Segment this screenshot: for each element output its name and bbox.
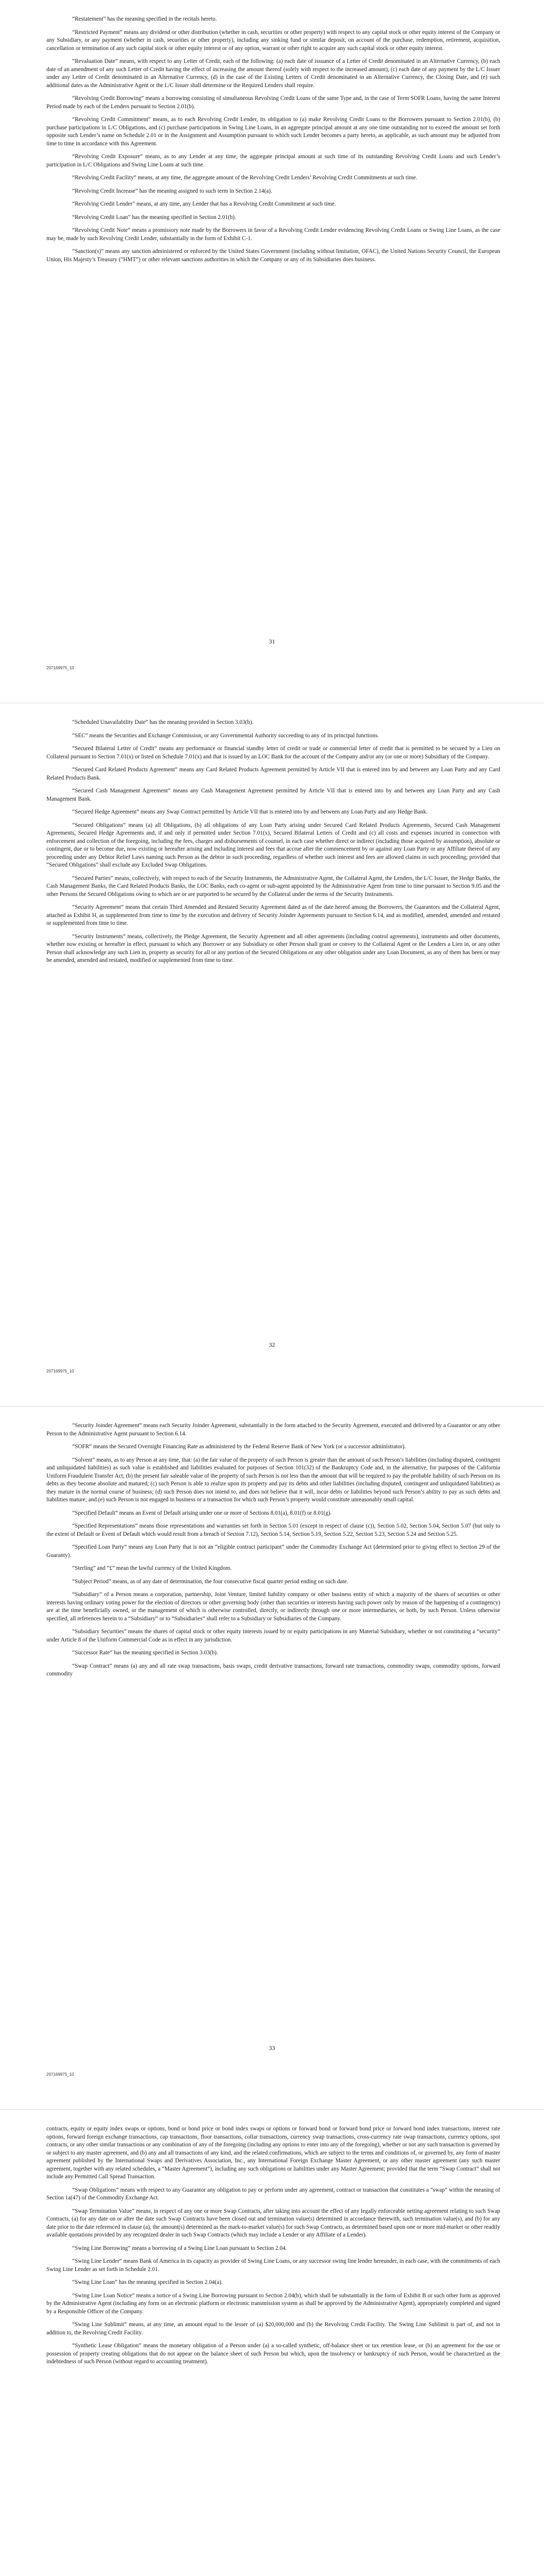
definition-paragraph: “Solvent” means, as to any Person at any time, that: (a) the fair value of the property of such Person is greater than the amount of such Person’s liabilities (including disputed, contingent and unliquidated liabilities) as such value is established and liabilities evaluated for purposes of Section 101(32) of the Bankruptcy Code and, in the alternative, for purposes of the California Uniform Fraudulent Transfer Act; (b) the present fair saleable value of the property of such Person is not less than the amount that will be required to pay the probable liability of such Person on its debts as they become absolute and matured; (c) such Person is able to realize upon its property and pay its debts and other liabilities (including disputed, contingent and unliquidated liabilities) as they mature in the normal course of business; (d) such Person does not intend to, and does not believe that it will, incur debts or liabilities beyond such Person’s ability to pay as such debts and liabilities mature; and (e) such Person is not engaged in business or a transaction for which such Person’s property would constitute unreasonably small capital.	[46, 1456, 500, 1503]
definition-paragraph: “Secured Hedge Agreement” means any Swap Contract permitted by Article VII that is entered into by and between any Loan Party and any Hedge Bank.	[72, 809, 428, 815]
definition-paragraph: “Revaluation Date” means, with respect to any Letter of Credit, each of the following: (a) each date of issuance of a Letter of Credit denominated in an Alternative Currency, (b) each date of an amendment of any such Letter of Credit having the effect of increasing the amount thereof (solely with respect to the increased amount), (c) each date of any payment by the L/C Issuer under any Letter of Credit denominated in an Alternative Currency, (d) in the case of the Existing Letters of Credit denominated in an Alternative Currency, the Closing Date, and (e) such additional dates as the Administrative Agent or the L/C Issuer shall determine or the Required Lenders shall require.	[46, 58, 500, 89]
definition-paragraph: “Revolving Credit Note” means a promissory note made by the Borrowers in favor of a Revolving Credit Lender evidencing Revolving Credit Loans or Swing Line Loans, as the case may be, made by such Revolving Credit Lender, substantially in the form of Exhibit C-1.	[46, 227, 500, 242]
definition-paragraph: “Swing Line Loan Notice” means a notice of a Swing Line Borrowing pursuant to Section 2.04(b), which shall be substantially in the form of Exhibit B or such other form as approved by the Administrative Agent (including any form on an electronic platform or electronic transmission system as shall be approved by the Administrative Agent), appropriately completed and signed by a Responsible Officer of the Company.	[46, 2292, 500, 2315]
definition-paragraph: “Revolving Credit Borrowing” means a borrowing consisting of simultaneous Revolving Credit Loans of the same Type and, in the case of Term SOFR Loans, having the same Interest Period made by each of the Lenders pursuant to Section 2.01(b).	[46, 95, 500, 110]
definition-paragraph: “Secured Card Related Products Agreement” means any Card Related Products Agreement permitted by Article VII that is entered into by and between any Loan Party and any Card Related Products Bank.	[46, 767, 500, 781]
definition-paragraph: “Successor Rate” has the meaning specified in Section 3.03(b).	[72, 1650, 218, 1656]
definition-paragraph: “Specified Representations” means those representations and warranties set forth in Section 5.01 (except in respect of clause (c)), Section 5.02, Section 5.04, Section 5.07 (but only to the extent of Default or Event of Default which would result from a breach of Section 7.12), Section 5.14, Section 5.19, Section 5.22, Section 5.23, Section 5.24 and Section 5.25.	[46, 1523, 500, 1537]
document-page	[0, 2110, 544, 2576]
definition-paragraph: “Revolving Credit Facility” means, at any time, the aggregate amount of the Revolving Credit Lenders’ Revolving Credit Commitments at such time.	[72, 175, 418, 181]
definition-paragraph: “Specified Loan Party” means any Loan Party that is not an “eligible contract participant” under the Commodity Exchange Act (determined prior to giving effect to Section 29 of the Guaranty).	[46, 1544, 500, 1558]
definition-paragraph: “Sterling” and “£” mean the lawful currency of the United Kingdom.	[72, 1565, 232, 1571]
definition-paragraph: “Swing Line Loan” has the meaning specified in Section 2.04(a).	[72, 2279, 223, 2285]
definition-paragraph: “Revolving Credit Increase” has the meaning assigned to such term in Section 2.14(a).	[72, 188, 272, 194]
definition-paragraph: “Secured Parties” means, collectively, with respect to each of the Security Instruments, the Administrative Agent, the Collateral Agent, the Lenders, the L/C Issuer, the Hedge Banks, the Cash Management Banks, the Card Related Products Banks, the LOC Banks, each co-agent or sub-agent appointed by the Administrative Agent from time to time pursuant to Section 9.05 and the other Persons the Secured Obligations owing to which are or are purported to be secured by the Collateral under the terms of the Security Instruments.	[46, 875, 500, 897]
page-number: 33	[269, 2044, 275, 2052]
definition-paragraph: “Swing Line Sublimit” means, at any time, an amount equal to the lesser of (a) $20,000,000 and (b) the Revolving Credit Facility. The Swing Line Sublimit is part of, and not in addition to, the Revolving Credit Facility.	[46, 2321, 500, 2336]
page-body	[46, 2125, 500, 2371]
definition-paragraph: “Restricted Payment” means any dividend or other distribution (whether in cash, securities or other property) with respect to any capital stock or other equity interest of the Company or any Subsidiary, or any payment (whether in cash, securities or other property), including any sinking fund or similar deposit, on account of the purchase, redemption, retirement, acquisition, cancellation or termination of any such capital stock or other equity interest or of any option, warrant or other right to acquire any such capital stock or other equity interest.	[46, 29, 500, 52]
page-body	[46, 719, 500, 970]
page-number: 31	[269, 638, 275, 645]
document-page	[0, 703, 544, 1406]
definition-paragraph: “Scheduled Unavailability Date” has the meaning provided in Section 3.03(b).	[72, 719, 254, 725]
document-id: 207169975_10	[46, 2072, 74, 2077]
definition-paragraph: “Security Instruments” means, collectively, the Pledge Agreement, the Security Agreement and all other agreements (including control agreements), instruments and other documents, whether now existing or hereafter in effect, pursuant to which any Borrower or any Subsidiary or other Person shall grant or convey to the Collateral Agent or the Lenders a Lien in, or any other Person shall acknowledge any such Lien in, property as security for all or any portion of the Secured Obligations or any other obligation under any Loan Document, as any of them has been or may be amended, amended and restated, modified or supplemented from time to time.	[46, 933, 500, 963]
definition-paragraph: “Specified Default” means an Event of Default arising under one or more of Sections 8.01(a), 8.01(f) or 8.01(g).	[72, 1510, 332, 1516]
definition-paragraph: “Security Agreement” means that certain Third Amended and Restated Security Agreement dated as of the date hereof among the Borrowers, the Guarantors and the Collateral Agent, attached as Exhibit H, as supplemented from time to time by the execution and delivery of Security Joinder Agreements pursuant to Section 6.14, and as modified, amended, amended and restated or supplemented from time to time.	[46, 904, 500, 926]
page-body	[46, 1422, 500, 1684]
definition-paragraph: “SEC” means the Securities and Exchange Commission, or any Governmental Authority succeeding to any of its principal functions.	[72, 732, 379, 739]
definition-paragraph: “Restatement” has the meaning specified in the recitals hereto.	[72, 16, 217, 22]
definition-paragraph: “Synthetic Lease Obligation” means the monetary obligation of a Person under (a) a so-called synthetic, off-balance sheet or tax retention lease, or (b) an agreement for the use or possession of property creating obligations that do not appear on the balance sheet of such Person but which, upon the insolvency or bankruptcy of such Person, would be characterized as the indebtedness of such Person (without regard to accounting treatment).	[46, 2343, 500, 2365]
definition-paragraph: “Revolving Credit Exposure” means, as to any Lender at any time, the aggregate principal amount at such time of its outstanding Revolving Credit Loans and such Lender’s participation in L/C Obligations and Swing Line Loans at such time.	[46, 154, 500, 168]
definition-paragraph: “Revolving Credit Lender” means, at any time, any Lender that has a Revolving Credit Commitment at such time.	[72, 201, 336, 207]
document-page	[0, 1406, 544, 2110]
definition-paragraph: “Revolving Credit Commitment” means, as to each Revolving Credit Lender, its obligation to (a) make Revolving Credit Loans to the Borrowers pursuant to Section 2.01(b), (b) purchase participations in L/C Obligations, and (c) purchase participations in Swing Line Loans, in an aggregate principal amount at any one time outstanding not to exceed the amount set forth opposite such Lender’s name on Schedule 2.01 or in the Assignment and Assumption pursuant to which such Lender becomes a party hereto, as applicable, as such amount may be adjusted from time to time in accordance with this Agreement.	[46, 116, 500, 147]
definition-paragraph: “Secured Cash Management Agreement” means any Cash Management Agreement permitted by Article VII that is entered into by and between any Loan Party and any Cash Management Bank.	[46, 788, 500, 802]
definition-paragraph: “Sanction(s)” means any sanction administered or enforced by the United States Government (including without limitation, OFAC), the United Nations Security Council, the European Union, His Majesty’s Treasury (“HMT”) or other relevant sanctions authorities in which the Company or any of its Subsidiaries does business.	[46, 248, 500, 263]
definition-paragraph: “Revolving Credit Loan” has the meaning specified in Section 2.01(b).	[72, 214, 236, 221]
definition-paragraph: “Secured Bilateral Letter of Credit” means any performance or financial standby letter of credit or trade or commercial letter of credit that is permitted to be secured by a Lien on Collateral pursuant to Section 7.01(x) or listed on Schedule 7.01(x) and that is issued by an LOC Bank for the account of the Company and/or any (or one or more) Subsidiary of the Company.	[46, 745, 500, 760]
definition-paragraph: “Security Joinder Agreement” means each Security Joinder Agreement, substantially in the form attached to the Security Agreement, executed and delivered by a Guarantor or any other Person to the Administrative Agent pursuant to Section 6.14.	[46, 1422, 500, 1437]
definition-paragraph: “Swing Line Borrowing” means a borrowing of a Swing Line Loan pursuant to Section 2.04.	[72, 2245, 287, 2251]
definition-paragraph: “Swap Contract” means (a) any and all rate swap transactions, basis swaps, credit derivative transactions, forward rate transactions, commodity swaps, commodity options, forward commodity	[46, 1663, 500, 1677]
definition-paragraph: “Subsidiary Securities” means the shares of capital stock or other equity interests issued by or equity participations in any Material Subsidiary, whether or not constituting a “security” under Article 8 of the Uniform Commercial Code as in effect in any jurisdiction.	[46, 1629, 500, 1643]
document-id: 207169975_10	[46, 666, 74, 670]
definition-paragraph: “SOFR” means the Secured Overnight Financing Rate as administered by the Federal Reserve Bank of New York (or a successor administrator).	[72, 1444, 406, 1450]
definition-paragraph: “Subject Period” means, as of any date of determination, the four consecutive fiscal quarter period ending on such date.	[72, 1578, 349, 1585]
document-id: 207169975_10	[46, 1369, 74, 1374]
definition-paragraph: “Secured Obligations” means (a) all Obligations, (b) all obligations of any Loan Party arising under Secured Card Related Products Agreements, Secured Cash Management Agreements, Secured Hedge Agreements and, if and only if permitted under Section 7.01(x), Secured Bilateral Letters of Credit and (c) all costs and expenses incurred in connection with enforcement and collection of the foregoing, including the fees, charges and disbursements of counsel, in each case whether direct or indirect (including those acquired by assumption), absolute or contingent, due or to become due, now existing or hereafter arising and including interest and fees that accrue after the commencement by or against any Loan Party or any Affiliate thereof of any proceeding under any Debtor Relief Laws naming such Person as the debtor in such proceeding, regardless of whether such interest and fees are allowed claims in such proceeding; provided that “Secured Obligations” shall exclude any Excluded Swap Obligations.	[46, 822, 500, 868]
document-page	[0, 0, 544, 703]
definition-paragraph: contracts, equity or equity index swaps or options, bond or bond price or bond index swaps or options or forward bond or forward bond price or forward bond index transactions, interest rate options, forward foreign exchange transactions, cap transactions, floor transactions, collar transactions, currency swap transactions, cross-currency rate swap transactions, currency options, spot contracts, or any other similar transactions or any combination of any of the foregoing (including any options to enter into any of the foregoing), whether or not any such transaction is governed by or subject to any master agreement, and (b) any and all transactions of any kind, and the related confirmations, which are subject to the terms and conditions of, or governed by, any form of master agreement published by the International Swaps and Derivatives Association, Inc., any International Foreign Exchange Master Agreement, or any other master agreement (any such master agreement, together with any related schedules, a “Master Agreement”), including any such obligations or liabilities under any Master Agreement; provided that the term “Swap Contract” shall not include any Permitted Call Spread Transaction.	[46, 2126, 500, 2180]
page-body	[46, 15, 500, 269]
definition-paragraph: “Swap Obligations” means with respect to any Guarantor any obligation to pay or perform under any agreement, contract or transaction that constitutes a “swap” within the meaning of Section 1a(47) of the Commodity Exchange Act.	[46, 2187, 500, 2201]
page-number: 32	[269, 1341, 275, 1348]
definition-paragraph: “Swap Termination Value” means, in respect of any one or more Swap Contracts, after taking into account the effect of any legally enforceable netting agreement relating to such Swap Contracts, (a) for any date on or after the date such Swap Contracts have been closed out and termination value(s) determined in accordance therewith, such termination value(s), and (b) for any date prior to the date referenced in clause (a), the amount(s) determined as the mark-to-market value(s) for such Swap Contracts, as determined based upon one or more mid-market or other readily available quotations provided by any recognized dealer in such Swap Contracts (which may include a Lender or any Affiliate of a Lender).	[46, 2208, 500, 2238]
definition-paragraph: “Subsidiary” of a Person means a corporation, partnership, Joint Venture, limited liability company or other business entity of which a majority of the shares of securities or other interests having ordinary voting power for the election of directors or other governing body (other than securities or interests having such power only by reason of the happening of a contingency) are at the time beneficially owned, or the management of which is otherwise controlled, directly, or indirectly through one or more intermediaries, or both, by such Person. Unless otherwise specified, all references herein to a “Subsidiary” or to “Subsidiaries” shall refer to a Subsidiary or Subsidiaries of the Company.	[46, 1591, 500, 1622]
definition-paragraph: “Swing Line Lender” means Bank of America in its capacity as provider of Swing Line Loans, or any successor swing line lender hereunder, in each case, with the commitments of each Swing Line Lender as set forth in Schedule 2.01.	[46, 2258, 500, 2273]
